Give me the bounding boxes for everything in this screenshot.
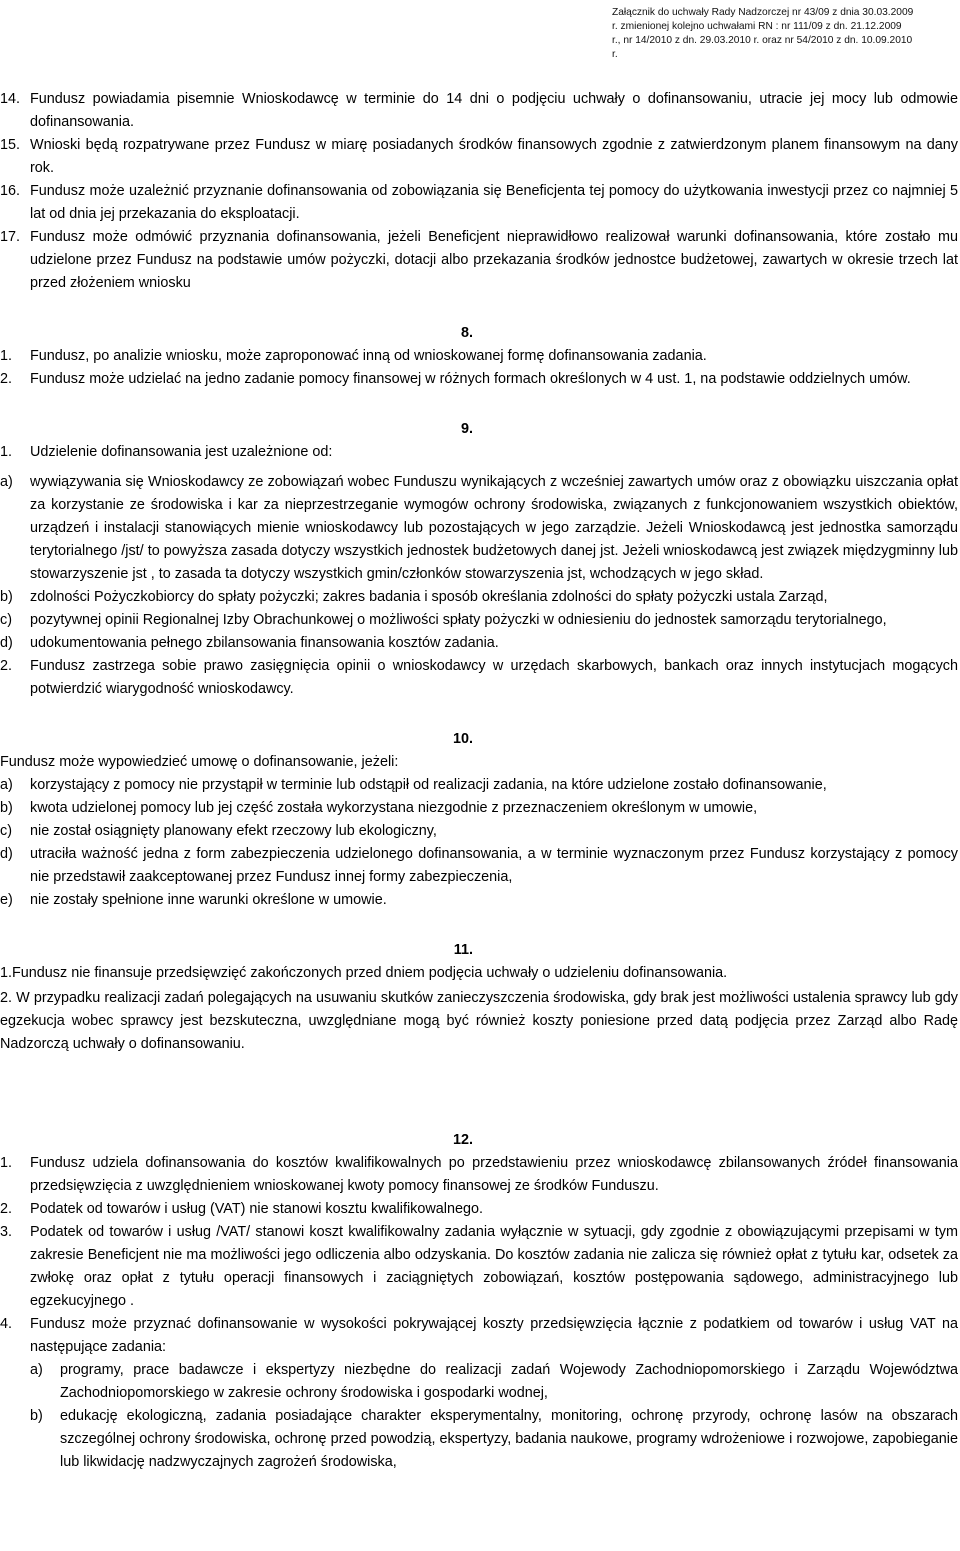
item-text: Fundusz może przyznać dofinansowanie w wysokości pokrywającej koszty przedsięwzięcia łącznie z podatkiem od towarów i usług VAT na następujące zadania: bbox=[30, 1316, 958, 1355]
section-heading-12: 12. bbox=[452, 1132, 473, 1148]
item-text: Podatek od towarów i usług /VAT/ stanowi koszt kwalifikowalny zadania wyłącznie w sytuacji, gdy zgodnie z obowiązującymi przepisami w tym zakresie Beneficjent nie ma możliwości jego odliczenia albo odzyskania. Do kosztów zadania nie zalicza się również opłat z tytułu kar, odsetek za zwłokę oraz opłat z tytułu operacji finansowych i zaciągniętych zobowiązań, kosztów postępowania sądowego, administracyjnego lub egzekucyjnego . bbox=[30, 1224, 958, 1309]
sub-label: b) bbox=[0, 589, 13, 605]
sub-text: nie zostały spełnione inne warunki określone w umowie. bbox=[30, 892, 387, 908]
section10-sub-a bbox=[0, 774, 958, 797]
item-text: Fundusz zastrzega sobie prawo zasięgnięcia opinii o wnioskodawcy w urzędach skarbowych, bankach oraz innych instytucjach mogących potwierdzić wiarygodność wnioskodawcy. bbox=[30, 658, 958, 697]
item-number: 2. bbox=[0, 658, 13, 674]
sub-text: zdolności Pożyczkobiorcy do spłaty pożyczki; zakres badania i sposób określania zdolności do spłaty pożyczki ustala Zarząd, bbox=[30, 589, 828, 605]
item-number: 2. bbox=[0, 1201, 13, 1217]
section9-item-2 bbox=[0, 655, 958, 701]
paragraph-number: 14. bbox=[0, 91, 21, 107]
sub-text: utraciła ważność jedna z form zabezpieczenia udzielonego dofinansowania, a w terminie wyznaczonym przez Fundusz korzystający z pomocy nie przedstawił zaakceptowanej przez Fundusz innej formy zabezpieczenia, bbox=[30, 846, 958, 885]
section-heading-8: 8. bbox=[460, 325, 473, 341]
item-number: 3. bbox=[0, 1224, 13, 1240]
header-note-line: Załącznik do uchwały Rady Nadzorczej nr 43/09 z dnia 30.03.2009 bbox=[612, 7, 914, 18]
section12-sub-a bbox=[30, 1359, 958, 1405]
sub-text: udokumentowania pełnego zbilansowania finansowania kosztów zadania. bbox=[30, 635, 499, 651]
item-number: 1. bbox=[0, 444, 13, 460]
sub-label: c) bbox=[0, 823, 12, 839]
header-note-line: r. bbox=[612, 49, 618, 60]
sub-text: nie został osiągnięty planowany efekt rzeczowy lub ekologiczny, bbox=[30, 823, 437, 839]
paragraph-14 bbox=[0, 88, 958, 134]
header-note-line: r., nr 14/2010 z dn. 29.03.2010 r. oraz nr 54/2010 z dn. 10.09.2010 bbox=[612, 35, 913, 46]
sub-text: pozytywnej opinii Regionalnej Izby Obrachunkowej o możliwości spłaty pożyczki w odniesieniu do jednostek samorządu terytorialnego, bbox=[30, 612, 887, 628]
paragraph-text: Wnioski będą rozpatrywane przez Fundusz w miarę posiadanych środków finansowych zgodnie z zatwierdzonym planem finansowym na dany rok. bbox=[30, 137, 958, 176]
sub-text: programy, prace badawcze i ekspertyzy niezbędne do realizacji zadań Wojewody Zachodniopomorskiego i Zarządu Województwa Zachodniopomorskiego w zakresie ochrony środowiska i gospodarki wodnej, bbox=[60, 1362, 958, 1401]
section11-paragraph-1: 1.Fundusz nie finansuje przedsięwzięć zakończonych przed dniem podjęcia uchwały o udzieleniu dofinansowania. bbox=[0, 965, 728, 981]
section12-item-3 bbox=[0, 1221, 958, 1313]
section10-sub-c bbox=[0, 820, 958, 843]
paragraph-15 bbox=[0, 134, 958, 180]
paragraph-text: Fundusz powiadamia pisemnie Wnioskodawcę w terminie do 14 dni o podjęciu uchwały o dofinansowaniu, utracie jej mocy lub odmowie dofinansowania. bbox=[30, 91, 958, 130]
section10-sub-e bbox=[0, 889, 958, 912]
item-text: Udzielenie dofinansowania jest uzależnione od: bbox=[30, 444, 333, 460]
section12-sub-b bbox=[30, 1405, 958, 1474]
sub-label: a) bbox=[30, 1362, 43, 1378]
paragraph-16 bbox=[0, 180, 958, 226]
section12-item-1 bbox=[0, 1152, 958, 1198]
sub-label: e) bbox=[0, 892, 13, 908]
paragraph-number: 15. bbox=[0, 137, 21, 153]
section9-sub-c bbox=[0, 609, 958, 632]
paragraph-text: Fundusz może uzależnić przyznanie dofinansowania od zobowiązania się Beneficjenta tej pomocy do użytkowania inwestycji przez co najmniej 5 lat od dnia jej przekazania do eksploatacji. bbox=[30, 183, 958, 222]
section9-item-1 bbox=[0, 441, 958, 464]
document-body bbox=[0, 88, 958, 1474]
sub-label: b) bbox=[0, 800, 13, 816]
section8-item-2 bbox=[0, 368, 958, 391]
item-number: 1. bbox=[0, 348, 13, 364]
sub-text: kwota udzielonej pomocy lub jej część została wykorzystana niezgodnie z przeznaczeniem określonym w umowie, bbox=[30, 800, 758, 816]
section9-sub-d bbox=[0, 632, 958, 655]
section12-item-2 bbox=[0, 1198, 958, 1221]
item-text: Fundusz udziela dofinansowania do kosztów kwalifikowalnych po przedstawieniu przez wnioskodawcę zbilansowanych źródeł finansowania przedsięwzięcia z uwzględnieniem wnioskowanej kwoty pomocy finansowej ze środków Funduszu. bbox=[30, 1155, 958, 1194]
header-note-line: r. zmienionej kolejno uchwałami RN : nr 111/09 z dn. 21.12.2009 bbox=[612, 21, 902, 32]
sub-label: a) bbox=[0, 777, 13, 793]
sub-label: d) bbox=[0, 846, 13, 862]
section-heading-11: 11. bbox=[453, 942, 473, 958]
item-text: Fundusz, po analizie wniosku, może zaproponować inną od wnioskowanej formę dofinansowania zadania. bbox=[30, 348, 707, 364]
sub-text: korzystający z pomocy nie przystąpił w terminie lub odstąpił od realizacji zadania, na które udzielone zostało dofinansowanie, bbox=[30, 777, 827, 793]
sub-text: edukację ekologiczną, zadania posiadające charakter eksperymentalny, monitoring, ochronę przyrody, ochronę lasów na obszarach szczególnej ochrony środowiska, ochronę przed powodzią, ekspertyzy, badania naukowe, programy wdrożeniowe i rozwojowe, zapobieganie lub likwidację nadzwyczajnych zagrożeń środowiska, bbox=[60, 1408, 958, 1470]
paragraph-number: 17. bbox=[0, 229, 21, 245]
item-number: 1. bbox=[0, 1155, 13, 1171]
paragraph-17 bbox=[0, 226, 958, 295]
section-heading-10: 10. bbox=[452, 731, 473, 747]
section10-sub-d bbox=[0, 843, 958, 889]
item-number: 4. bbox=[0, 1316, 13, 1332]
section10-intro: Fundusz może wypowiedzieć umowę o dofinansowanie, jeżeli: bbox=[0, 754, 399, 770]
item-text: Fundusz może udzielać na jedno zadanie pomocy finansowej w różnych formach określonych w 4 ust. 1, na podstawie oddzielnych umów. bbox=[30, 371, 911, 387]
section-heading-9: 9. bbox=[460, 421, 473, 437]
sub-label: d) bbox=[0, 635, 13, 651]
section10-sub-b bbox=[0, 797, 958, 820]
sub-label: c) bbox=[0, 612, 12, 628]
sub-text: wywiązywania się Wnioskodawcy ze zobowiązań wobec Funduszu wynikających z wcześniej zawartych umów oraz z obowiązku uiszczania opłat za korzystanie ze środowiska i kar za nieprzestrzeganie wymogów ochrony środowiska, związanych z funkcjonowaniem wszystkich obiektów, urządzeń i instalacji stanowiących mienie wnioskodawcy lub pozostających w jego zarządzie. Jeżeli Wnioskodawcą jest jednostka samorządu terytorialnego /jst/ to powyższa zasada dotyczy wszystkich jednostek budżetowych danej jst. Jeżeli wnioskodawcą jest związek międzygminny lub stowarzyszenie jst , to zasada ta dotyczy wszystkich gmin/członków stowarzyszenia jst, wchodzących w jego skład. bbox=[30, 474, 958, 582]
item-number: 2. bbox=[0, 371, 13, 387]
section12-subitems bbox=[0, 1359, 958, 1474]
paragraph-number: 16. bbox=[0, 183, 21, 199]
item-text: Podatek od towarów i usług (VAT) nie stanowi kosztu kwalifikowalnego. bbox=[30, 1201, 483, 1217]
section9-sub-a bbox=[0, 471, 958, 586]
section11-paragraph-2: 2. W przypadku realizacji zadań polegających na usuwaniu skutków zanieczyszczenia środowiska, gdy brak jest możliwości ustalenia sprawcy lub gdy egzekucja wobec sprawcy jest bezskuteczna, uwzględniane mogą być również koszty poniesione przed datą podjęcia przez Zarząd albo Radę Nadzorczą uchwały o dofinansowaniu. bbox=[0, 990, 958, 1052]
section9-sub-b bbox=[0, 586, 958, 609]
sub-label: b) bbox=[30, 1408, 43, 1424]
section12-item-4 bbox=[0, 1313, 958, 1359]
sub-label: a) bbox=[0, 474, 13, 490]
paragraph-text: Fundusz może odmówić przyznania dofinansowania, jeżeli Beneficjent nieprawidłowo realizował warunki dofinansowania, które zostało mu udzielone przez Fundusz na podstawie umów pożyczki, dotacji albo przekazania środków jednostce budżetowej, zawartych w okresie trzech lat przed złożeniem wniosku bbox=[30, 229, 958, 291]
section8-item-1 bbox=[0, 345, 958, 368]
header-note bbox=[612, 6, 954, 62]
